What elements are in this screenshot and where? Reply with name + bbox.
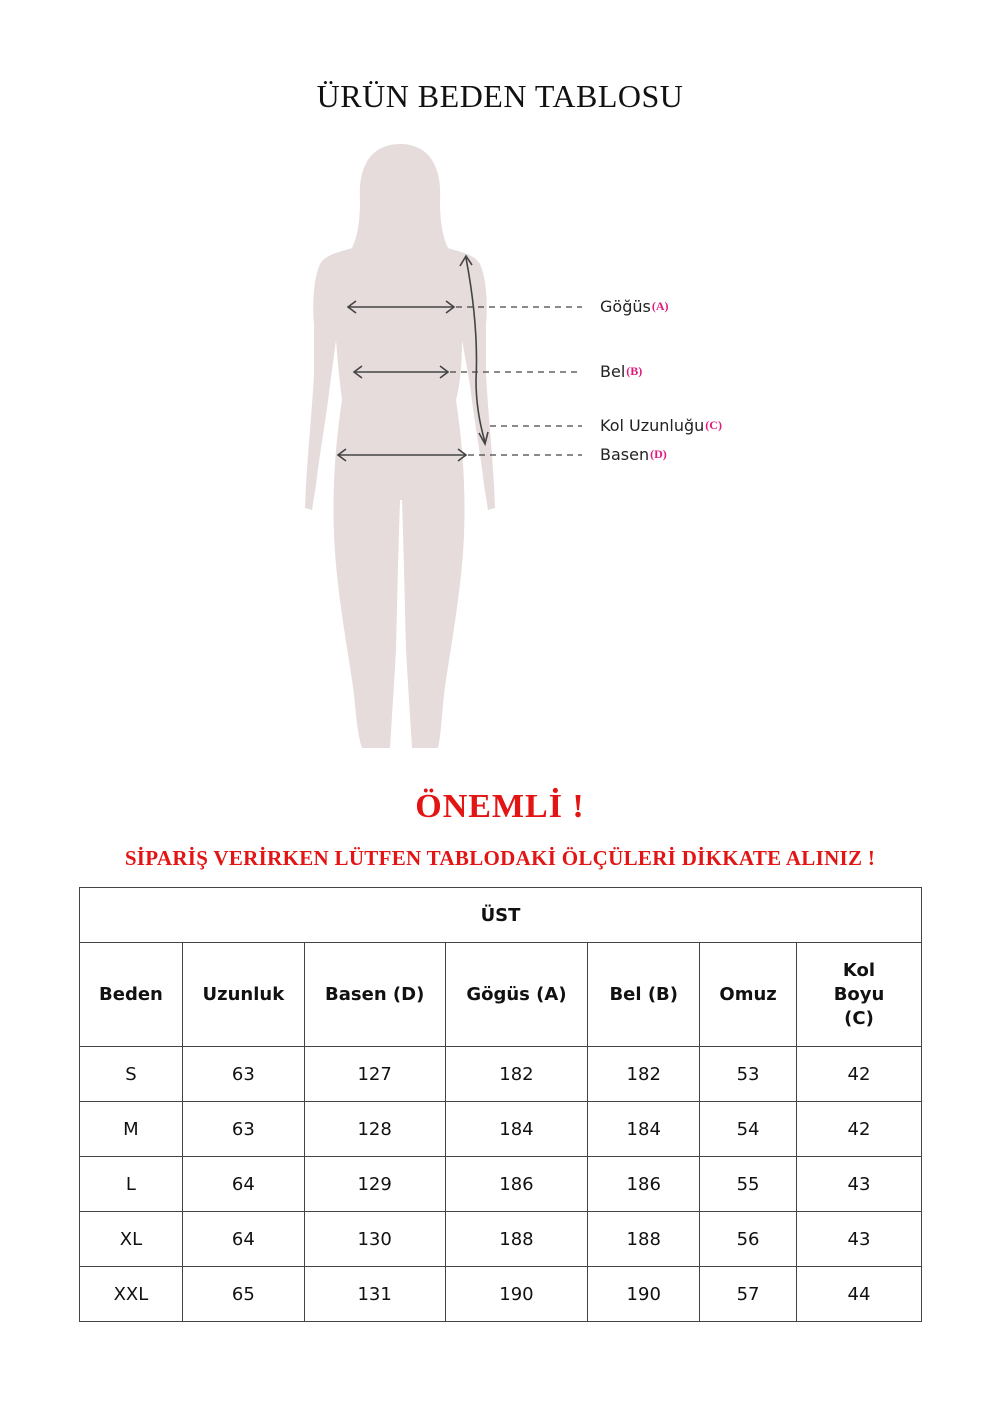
cell-beden: XL bbox=[80, 1212, 183, 1267]
cell-gogus: 184 bbox=[445, 1102, 588, 1157]
cell-bel: 182 bbox=[588, 1047, 700, 1102]
page-title: ÜRÜN BEDEN TABLOSU bbox=[316, 78, 684, 114]
cell-kol-boyu: 43 bbox=[797, 1212, 922, 1267]
table-header-row bbox=[80, 943, 922, 1047]
col-header-beden: Beden bbox=[80, 943, 183, 1047]
cell-beden: L bbox=[80, 1157, 183, 1212]
table-row bbox=[80, 1102, 922, 1157]
cell-basen: 130 bbox=[304, 1212, 445, 1267]
cell-kol-boyu: 42 bbox=[797, 1047, 922, 1102]
cell-omuz: 56 bbox=[700, 1212, 797, 1267]
cell-omuz: 54 bbox=[700, 1102, 797, 1157]
important-heading: ÖNEMLİ ! bbox=[415, 788, 585, 825]
label-bel: Bel(B) bbox=[600, 362, 643, 381]
cell-uzunluk: 63 bbox=[182, 1047, 304, 1102]
cell-uzunluk: 64 bbox=[182, 1157, 304, 1212]
order-notice: SİPARİŞ VERİRKEN LÜTFEN TABLODAKİ ÖLÇÜLERİ DİKKATE ALINIZ ! bbox=[124, 846, 876, 870]
cell-kol-boyu: 44 bbox=[797, 1267, 922, 1322]
cell-uzunluk: 65 bbox=[182, 1267, 304, 1322]
table-row bbox=[80, 1212, 922, 1267]
cell-basen: 128 bbox=[304, 1102, 445, 1157]
cell-kol-boyu: 42 bbox=[797, 1102, 922, 1157]
cell-beden: S bbox=[80, 1047, 183, 1102]
cell-bel: 188 bbox=[588, 1212, 700, 1267]
cell-bel: 184 bbox=[588, 1102, 700, 1157]
cell-bel: 186 bbox=[588, 1157, 700, 1212]
cell-beden: M bbox=[80, 1102, 183, 1157]
cell-bel: 190 bbox=[588, 1267, 700, 1322]
cell-basen: 131 bbox=[304, 1267, 445, 1322]
cell-omuz: 53 bbox=[700, 1047, 797, 1102]
col-header-basen: Basen (D) bbox=[304, 943, 445, 1047]
cell-gogus: 182 bbox=[445, 1047, 588, 1102]
cell-gogus: 186 bbox=[445, 1157, 588, 1212]
cell-omuz: 55 bbox=[700, 1157, 797, 1212]
col-header-omuz: Omuz bbox=[700, 943, 797, 1047]
body-measurement-figure bbox=[290, 140, 770, 760]
cell-basen: 127 bbox=[304, 1047, 445, 1102]
table-section-title: ÜST bbox=[80, 888, 922, 943]
label-kol-uzunlugu: Kol Uzunluğu(C) bbox=[600, 416, 722, 435]
cell-uzunluk: 63 bbox=[182, 1102, 304, 1157]
female-silhouette bbox=[305, 144, 495, 748]
label-gogus: Göğüs(A) bbox=[600, 297, 669, 316]
size-chart-table bbox=[79, 887, 922, 1322]
table-row bbox=[80, 1267, 922, 1322]
cell-kol-boyu: 43 bbox=[797, 1157, 922, 1212]
table-row bbox=[80, 1157, 922, 1212]
col-header-bel: Bel (B) bbox=[588, 943, 700, 1047]
cell-beden: XXL bbox=[80, 1267, 183, 1322]
table-row bbox=[80, 1047, 922, 1102]
cell-uzunluk: 64 bbox=[182, 1212, 304, 1267]
cell-omuz: 57 bbox=[700, 1267, 797, 1322]
col-header-uzunluk: Uzunluk bbox=[182, 943, 304, 1047]
col-header-kol-boyu: Kol Boyu (C) bbox=[797, 943, 922, 1047]
label-basen: Basen(D) bbox=[600, 445, 667, 464]
cell-gogus: 190 bbox=[445, 1267, 588, 1322]
col-header-gogus: Gögüs (A) bbox=[445, 943, 588, 1047]
cell-basen: 129 bbox=[304, 1157, 445, 1212]
cell-gogus: 188 bbox=[445, 1212, 588, 1267]
female-silhouette-illustration bbox=[290, 140, 770, 760]
